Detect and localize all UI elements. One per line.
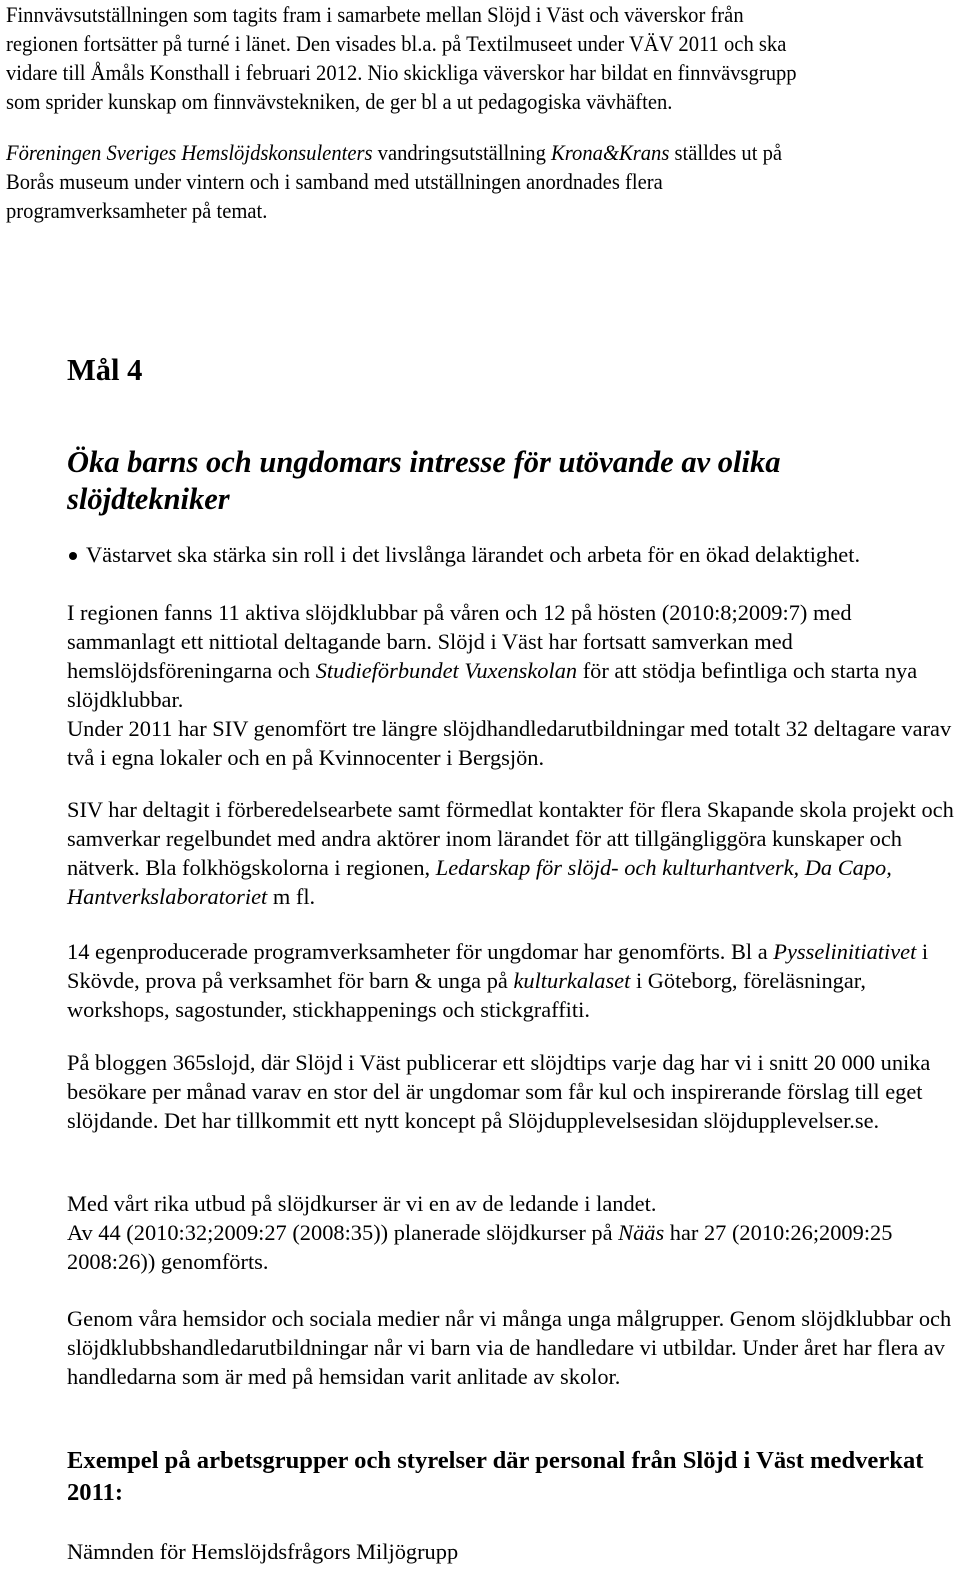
text-line: som sprider kunskap om finnvävstekniken, de ger bl a ut pedagogiska vävhäften. bbox=[6, 89, 673, 114]
text-span: ställdes ut på bbox=[669, 140, 783, 165]
courses-paragraph bbox=[67, 1189, 960, 1276]
text-span: för att stödja befintliga och starta nya slöjdklubbar. bbox=[67, 658, 918, 712]
text-span: m fl. bbox=[267, 884, 316, 909]
text-span: 14 egenproducerade programverksamheter för ungdomar har genomförts. Bl a bbox=[67, 939, 774, 964]
text-span: i Skövde, prova på verksamhet för barn & unga på bbox=[67, 939, 929, 993]
text-span: SIV har deltagit i förberedelsearbete samt förmedlat kontakter för flera Skapande skola projekt och samverkar regelbundet med andra aktörer inom lärandet för att tillgängliggöra kunskaper och nätverk. Bla folkhögskolorna i regionen, bbox=[67, 797, 954, 880]
goal-number-heading: Mål 4 bbox=[67, 353, 143, 387]
programverksamheter-paragraph bbox=[67, 937, 960, 1024]
text-line: programverksamheter på temat. bbox=[6, 198, 268, 223]
social-media-paragraph: Genom våra hemsidor och sociala medier når vi många unga målgrupper. Genom slöjdklubbar och slöjdklubbshandledarutbildningar når vi barn via de handledare vi utbildar. Under året har flera av handledarna som är med på hemsidan varit anlitade av skolor. bbox=[67, 1306, 952, 1389]
handledarutbildning-paragraph: Under 2011 har SIV genomfört tre längre slöjdhandledarutbildningar med totalt 32 deltagare varav två i egna lokaler och en på Kvinnocenter i Bergsjön. bbox=[67, 716, 952, 770]
text-span: har 27 (2010:26;2009:25 2008:26)) genomförts. bbox=[67, 1220, 893, 1274]
text-line: Finnvävsutställningen som tagits fram i samarbete mellan Slöjd i Väst och väverskor från bbox=[6, 2, 744, 27]
text-line: Borås museum under vintern och i samband med utställningen anordnades flera bbox=[6, 169, 663, 194]
text-line: Med vårt rika utbud på slöjdkurser är vi en av de ledande i landet. bbox=[67, 1191, 657, 1216]
text-line: regionen fortsätter på turné i länet. Den visades bl.a. på Textilmuseet under VÄV 2011 och ska bbox=[6, 31, 787, 56]
school-names: Ledarskap för slöjd- och kulturhantverk, Da Capo, Hantverkslaboratoriet bbox=[67, 855, 892, 909]
organization-name: Föreningen Sveriges Hemslöjdskonsulenters bbox=[6, 140, 373, 165]
text-span: Av 44 (2010:32;2009:27 (2008:35)) planerade slöjdkurser på bbox=[67, 1220, 619, 1245]
goal-title: Öka barns och ungdomars intresse för utövande av olika slöjdtekniker bbox=[67, 445, 781, 516]
skapande-skola-paragraph bbox=[67, 795, 960, 911]
text-span: I regionen fanns 11 aktiva slöjdklubbar på våren och 12 på hösten (2010:8;2009:7) med sammanlagt ett nittiotal deltagande barn. Slöjd i Väst har fortsatt samverkan med hemslöjdsföreningarna och bbox=[67, 600, 852, 683]
slojdklubbar-paragraph bbox=[67, 598, 960, 714]
text-line bbox=[67, 1218, 960, 1276]
initiative-name: Pysselinitiativet bbox=[773, 939, 917, 964]
org-name: Studieförbundet Vuxenskolan bbox=[315, 658, 578, 683]
krona-krans-paragraph bbox=[6, 138, 935, 225]
bullet-text: Västarvet ska stärka sin roll i det livslånga lärandet och arbeta för en ökad delaktighet. bbox=[86, 542, 861, 567]
finnvav-paragraph bbox=[6, 0, 935, 116]
event-name: kulturkalaset bbox=[513, 968, 631, 993]
work-groups-heading: Exempel på arbetsgrupper och styrelser där personal från Slöjd i Väst medverkat 2011: bbox=[67, 1447, 924, 1506]
text-line: vidare till Åmåls Konsthall i februari 2012. Nio skickliga väverskor har bildat en finnvävsgrupp bbox=[6, 60, 797, 85]
work-group-item: Nämnden för Hemslöjdsfrågors Miljögrupp bbox=[67, 1539, 459, 1564]
blog-paragraph: På bloggen 365slojd, där Slöjd i Väst publicerar ett slöjdtips varje dag har vi i snitt 20 000 unika besökare per månad varav en stor del är ungdomar som får kul och inspirerande förslag till eget slöjdande. Det har tillkommit ett nytt koncept på Slöjdupplevelsesidan slöjdupplevelser.se. bbox=[67, 1050, 931, 1133]
text-span: i Göteborg, föreläsningar, workshops, sagostunder, stickhappenings och stickgraffiti. bbox=[67, 968, 866, 1022]
place-name: Nääs bbox=[618, 1220, 665, 1245]
exhibition-name: Krona&Krans bbox=[551, 140, 670, 165]
text-span: vandringsutställning bbox=[372, 140, 552, 165]
text-line bbox=[6, 138, 935, 167]
bullet-icon bbox=[69, 552, 77, 560]
